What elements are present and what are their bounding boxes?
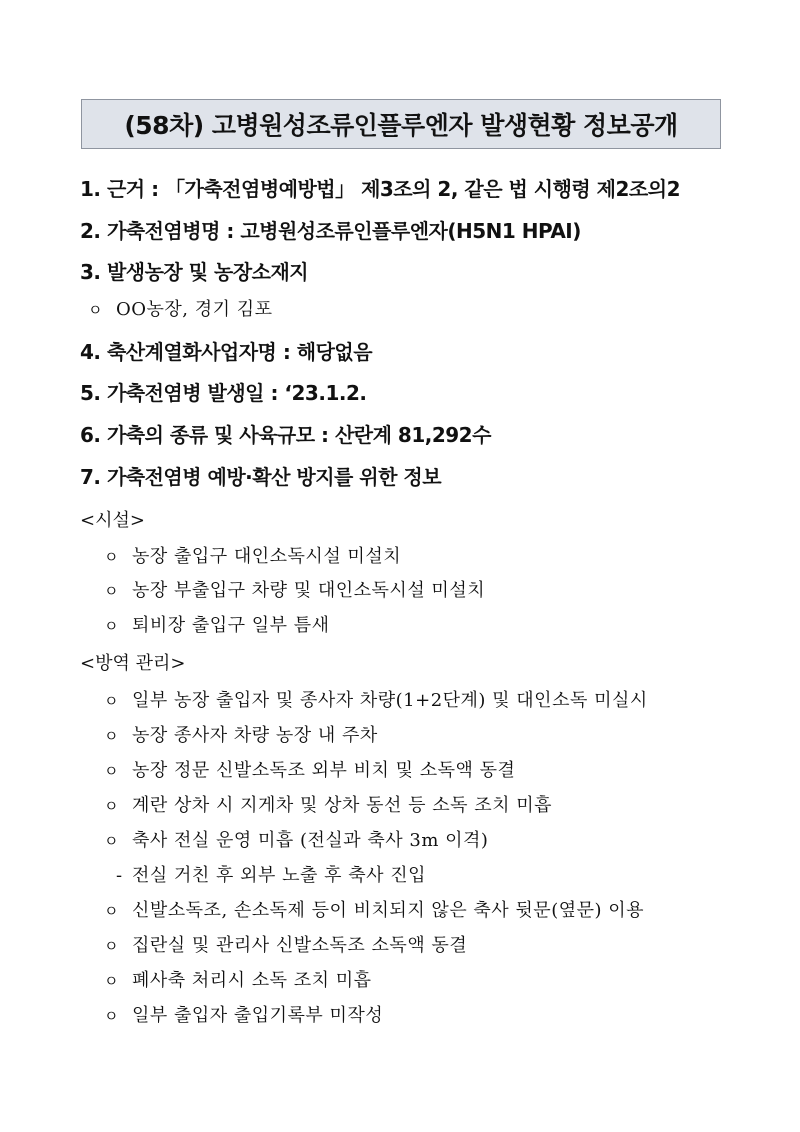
quarantine-item-text: 농장 정문 신발소독조 외부 비치 및 소독액 동결 [132, 760, 516, 781]
quarantine-item [104, 724, 378, 748]
quarantine-item-text: 신발소독조, 손소독제 등이 비치되지 않은 축사 뒷문(옆문) 이용 [132, 900, 645, 921]
quarantine-item-text: 축사 전실 운영 미흡 (전실과 축사 3m 이격) [132, 830, 489, 851]
item-prevention-info: 7. 가축전염병 예방·확산 방지를 위한 정보 [80, 465, 442, 489]
item-outbreak-date: 5. 가축전염병 발생일 : ‘23.1.2. [80, 381, 367, 405]
quarantine-sub-item [116, 864, 426, 888]
bullet-icon: ㅇ [88, 301, 103, 319]
item-disease-name: 2. 가축전염병명 : 고병원성조류인플루엔자(H5N1 HPAI) [80, 219, 581, 243]
bullet-icon: ㅇ [104, 1007, 119, 1025]
bullet-icon: ㅇ [104, 762, 119, 780]
dash-icon: - [116, 865, 123, 886]
quarantine-item [104, 794, 552, 818]
quarantine-item-text: 일부 농장 출입자 및 종사자 차량(1+2단계) 및 대인소독 미실시 [132, 690, 648, 711]
item-basis: 1. 근거 : 「가축전염병예방법」 제3조의 2, 같은 법 시행령 제2조의2 [80, 177, 680, 201]
bullet-icon: ㅇ [104, 832, 119, 850]
bullet-icon: ㅇ [104, 582, 119, 600]
quarantine-item-text: 농장 종사자 차량 농장 내 주차 [132, 725, 378, 746]
quarantine-item-text: 계란 상차 시 지게차 및 상차 동선 등 소독 조치 미흡 [132, 795, 552, 816]
quarantine-item [104, 934, 467, 958]
quarantine-item [104, 899, 644, 923]
bullet-icon: ㅇ [104, 692, 119, 710]
item-livestock-scale: 6. 가축의 종류 및 사육규모 : 산란계 81,292수 [80, 423, 491, 447]
facility-item-text: 농장 출입구 대인소독시설 미설치 [132, 546, 402, 567]
quarantine-item [104, 969, 372, 993]
bullet-icon: ㅇ [104, 902, 119, 920]
bullet-icon: ㅇ [104, 617, 119, 635]
quarantine-item [104, 829, 488, 853]
bullet-icon: ㅇ [104, 548, 119, 566]
facility-item-text: 농장 부출입구 차량 및 대인소독시설 미설치 [132, 580, 486, 601]
quarantine-item-text: 집란실 및 관리사 신발소독조 소독액 동결 [132, 935, 468, 956]
farm-location-line [88, 298, 273, 322]
quarantine-item-text: 폐사축 처리시 소독 조치 미흡 [132, 970, 372, 991]
facility-label: <시설> [80, 510, 145, 531]
item-farm-heading: 3. 발생농장 및 농장소재지 [80, 260, 309, 284]
bullet-icon: ㅇ [104, 797, 119, 815]
quarantine-item [104, 689, 648, 713]
quarantine-label: <방역 관리> [80, 653, 186, 674]
farm-location: OO농장, 경기 김포 [116, 299, 273, 320]
quarantine-item-text: 일부 출입자 출입기록부 미작성 [132, 1005, 384, 1026]
facility-item [104, 614, 330, 638]
bullet-icon: ㅇ [104, 937, 119, 955]
facility-item-text: 퇴비장 출입구 일부 틈새 [132, 615, 330, 636]
facility-item [104, 579, 485, 603]
quarantine-item [104, 759, 515, 783]
bullet-icon: ㅇ [104, 727, 119, 745]
quarantine-item [104, 1004, 383, 1028]
document-title: (58차) 고병원성조류인플루엔자 발생현황 정보공개 [124, 111, 678, 140]
bullet-icon: ㅇ [104, 972, 119, 990]
title-box [81, 99, 721, 149]
item-integrator: 4. 축산계열화사업자명 : 해당없음 [80, 340, 373, 364]
quarantine-sub-item-text: 전실 거친 후 외부 노출 후 축사 진입 [132, 865, 426, 886]
facility-item [104, 545, 401, 569]
